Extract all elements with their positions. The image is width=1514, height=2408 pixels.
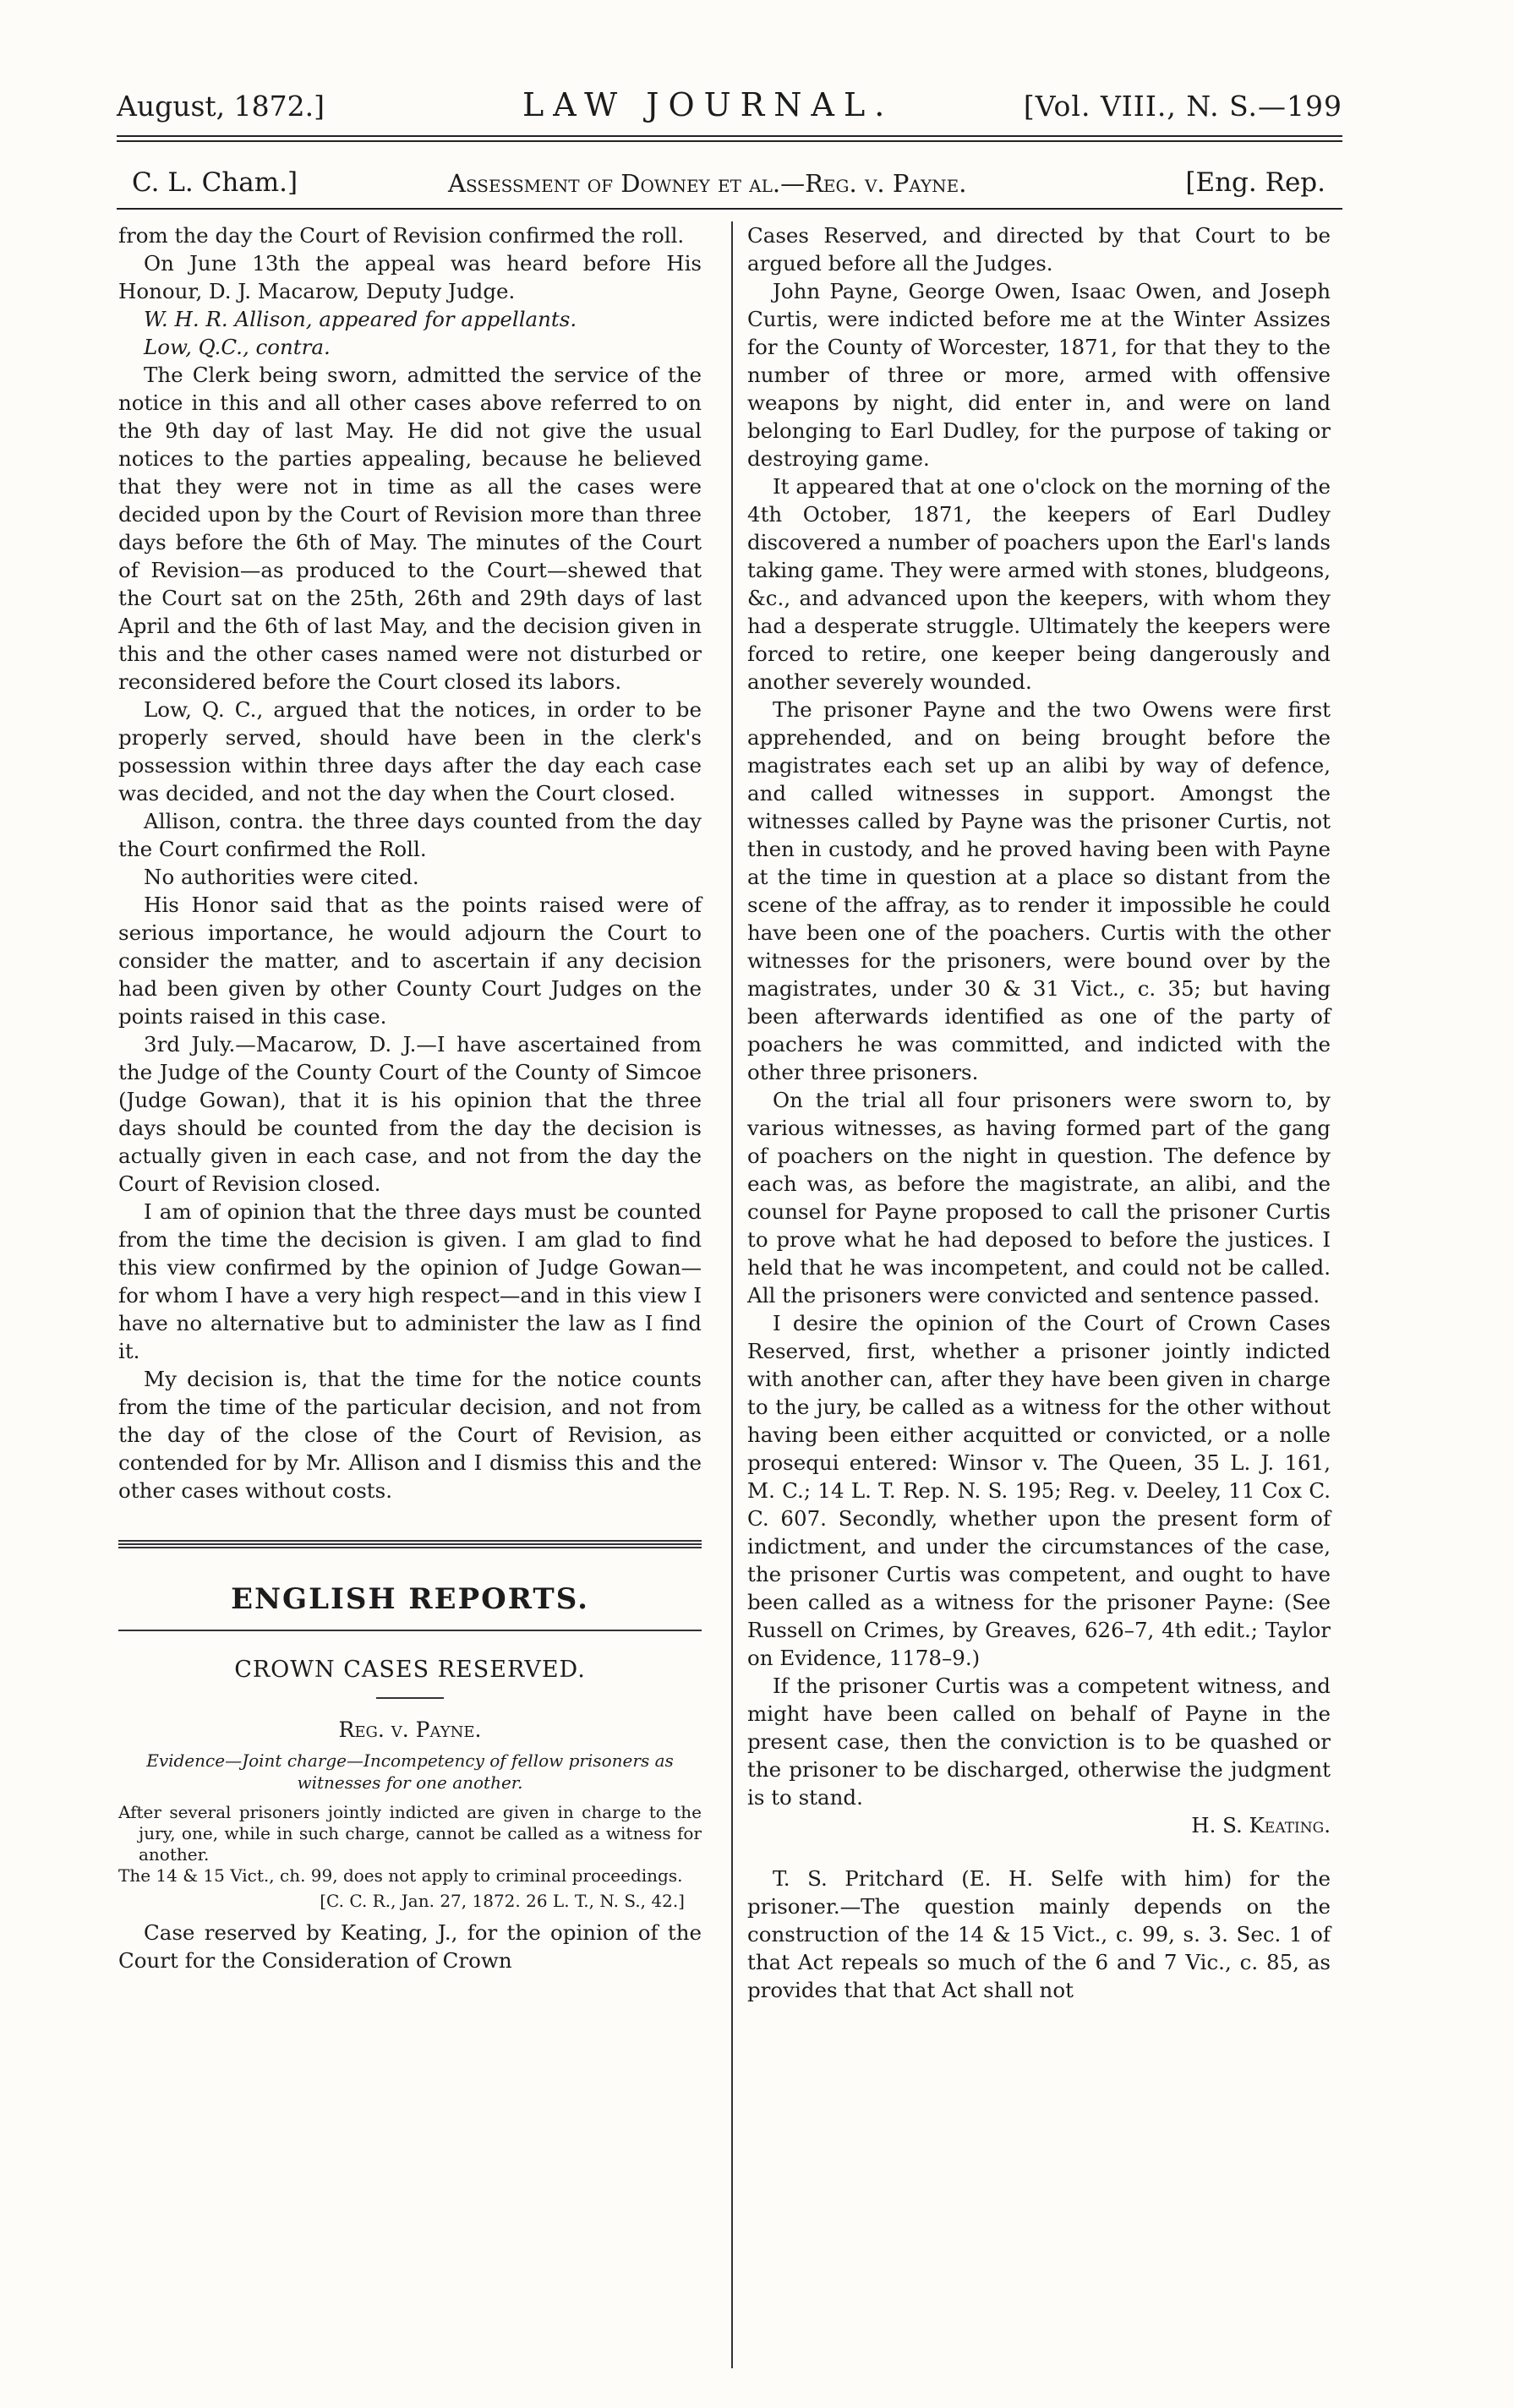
case-title: Reg. v. Payne. [338, 1717, 482, 1742]
paragraph: No authorities were cited. [144, 865, 419, 889]
paragraph: It appeared that at one o'clock on the morning of the 4th October, 1871, the keepers of Earl Dudley discovered a number of poachers upon the Earl's lands taking game. They were armed with stones, bludgeons, &c., and advanced upon the keepers, with whom they had a desperate struggle. Ultimately the keepers were forced to retire, one keeper being dangerously and another severely wounded. [747, 474, 1331, 694]
header-rule [117, 135, 1342, 137]
paragraph: On June 13th the appeal was heard before His Honour, D. J. Macarow, Deputy Judge. [118, 251, 702, 303]
running-head [117, 85, 1342, 127]
report-citation: [C. C. R., Jan. 27, 1872. 26 L. T., N. S., 42.] [320, 1891, 685, 1911]
short-rule [376, 1697, 444, 1699]
left-column [118, 221, 702, 1974]
judge-signature: H. S. Keating. [1191, 1813, 1331, 1837]
header-rule-double [117, 140, 1342, 142]
crown-cases-heading: CROWN CASES RESERVED. [234, 1657, 586, 1683]
paragraph: On the trial all four prisoners were sworn to, by various witnesses, as having formed part of the gang of poachers on the night in question. The defence by each was, as before the magistrate, an alibi, and the counsel for Payne proposed to call the prisoner Curtis to prove what he had deposed to before the justices. I held that he was incompetent, and could not be called. All the prisoners were convicted and sentence passed. [747, 1088, 1331, 1308]
argument-paragraph: T. S. Pritchard (E. H. Selfe with him) for the prisoner.—The question mainly depends on the construction of the 14 & 15 Vict., c. 99, s. 3. Sec. 1 of that Act repeals so much of the 6 and 7 Vic., c. 85, as provides that that Act shall not [747, 1866, 1331, 2002]
section-right: [Eng. Rep. [1185, 167, 1325, 198]
syllabus-item: After several prisoners jointly indicted are given in charge to the jury, one, while in such charge, cannot be called as a witness for another. [118, 1802, 702, 1865]
paragraph: from the day the Court of Revision confirmed the roll. [118, 223, 685, 248]
section-head [117, 162, 1342, 205]
paragraph: The Clerk being sworn, admitted the service of the notice in this and all other cases above referred to on the 9th day of last May. He did not give the usual notices to the parties appealing, because he believed that they were not in time as all the cases were decided upon by the Court of Revision more than three days before the 6th of May. The minutes of the Court of Revision—as produced to the Court—shewed that the Court sat on the 25th, 26th and 29th days of last April and the 6th of last May, and the decision given in this and the other cases named were not disturbed or reconsidered before the Court closed its labors. [118, 363, 702, 694]
counsel-line: Low, Q.C., contra. [144, 335, 331, 359]
paragraph: I am of opinion that the three days must be counted from the time the decision is given. I am glad to find this view confirmed by the opinion of Judge Gowan—for whom I have a very high respect—and in this view I have no alternative but to administer the law as I find it. [118, 1199, 702, 1363]
english-reports-heading: ENGLISH REPORTS. [231, 1582, 589, 1616]
paragraph: John Payne, George Owen, Isaac Owen, and Joseph Curtis, were indicted before me at the Winter Assizes for the County of Worcester, 1871, for that they to the number of three or more, armed with offensive weapons by night, did enter in, and were on land belonging to Earl Dudley, for the purpose of taking or destroying game. [747, 279, 1331, 471]
paragraph: If the prisoner Curtis was a competent witness, and might have been called on behalf of Payne in the present case, then the conviction is to be quashed or the prisoner to be discharged, otherwise the judgment is to stand. [747, 1674, 1331, 1810]
section-rule [117, 208, 1342, 210]
paragraph: Cases Reserved, and directed by that Court to be argued before all the Judges. [747, 223, 1331, 276]
column-divider [731, 221, 733, 2368]
journal-title: LAW JOURNAL. [522, 86, 894, 123]
spacer [747, 1839, 1331, 1865]
volume-page: [Vol. VIII., N. S.—199 [1023, 90, 1342, 123]
counsel-line: W. H. R. Allison, appeared for appellants. [144, 307, 577, 331]
section-left: C. L. Cham.] [132, 167, 298, 198]
issue-date: August, 1872.] [117, 90, 325, 123]
section-break-rule [118, 1540, 702, 1548]
headnote: Evidence—Joint charge—Incompetency of fellow prisoners as witnesses for one another. [146, 1750, 674, 1793]
heading-rule [118, 1630, 702, 1631]
right-column [747, 221, 1331, 2004]
paragraph: The prisoner Payne and the two Owens were first apprehended, and on being brought before the magistrates each set up an alibi by way of defence, and called witnesses in support. Amongst the witnesses called by Payne was the prisoner Curtis, not then in custody, and he proved having been with Payne at the time in question at a place so distant from the scene of the affray, as to render it impossible he could have been one of the poachers. Curtis with the other witnesses for the prisoners, were bound over by the magistrates, under 30 & 31 Vict., c. 35; but having been afterwards identified as one of the party of poachers he was committed, and indicted with the other three prisoners. [747, 697, 1331, 1084]
case-opening: Case reserved by Keating, J., for the opinion of the Court for the Consideration of Crown [118, 1920, 702, 1973]
paragraph: His Honor said that as the points raised were of serious importance, he would adjourn the Court to consider the matter, and to ascertain if any decision had been given by other County Court Judges on the points raised in this case. [118, 893, 702, 1029]
paragraph: Allison, contra. the three days counted from the day the Court confirmed the Roll. [118, 809, 702, 861]
syllabus-item: The 14 & 15 Vict., ch. 99, does not apply to criminal proceedings. [118, 1865, 683, 1886]
syllabus [118, 1802, 702, 1887]
section-center: Assessment of Downey et al.—Reg. v. Payne. [448, 169, 967, 198]
paragraph: My decision is, that the time for the notice counts from the time of the particular decision, and not from the day of the close of the Court of Revision, as contended for by Mr. Allison and I dismiss this and the other cases without costs. [118, 1367, 702, 1503]
paragraph: Low, Q. C., argued that the notices, in order to be properly served, should have been in the clerk's possession within three days after the day each case was decided, and not the day when the Court closed. [118, 697, 702, 805]
paragraph: 3rd July.—Macarow, D. J.—I have ascertained from the Judge of the County Court of the County of Simcoe (Judge Gowan), that it is his opinion that the three days should be counted from the day the decision is actually given in each case, and not from the day the Court of Revision closed. [118, 1032, 702, 1196]
paragraph: I desire the opinion of the Court of Crown Cases Reserved, first, whether a prisoner jointly indicted with another can, after they have been given in charge to the jury, be called as a witness for the other without having been either acquitted or convicted, or a nolle prosequi entered: Winsor v. The Queen, 35 L. J. 161, M. C.; 14 L. T. Rep. N. S. 195; Reg. v. Deeley, 11 Cox C. C. 607. Secondly, whether upon the present form of indictment, and under the circumstances of the case, the prisoner Curtis was competent, and ought to have been called as a witness for the prisoner Payne: (See Russell on Crimes, by Greaves, 626–7, 4th edit.; Taylor on Evidence, 1178–9.) [747, 1311, 1331, 1670]
